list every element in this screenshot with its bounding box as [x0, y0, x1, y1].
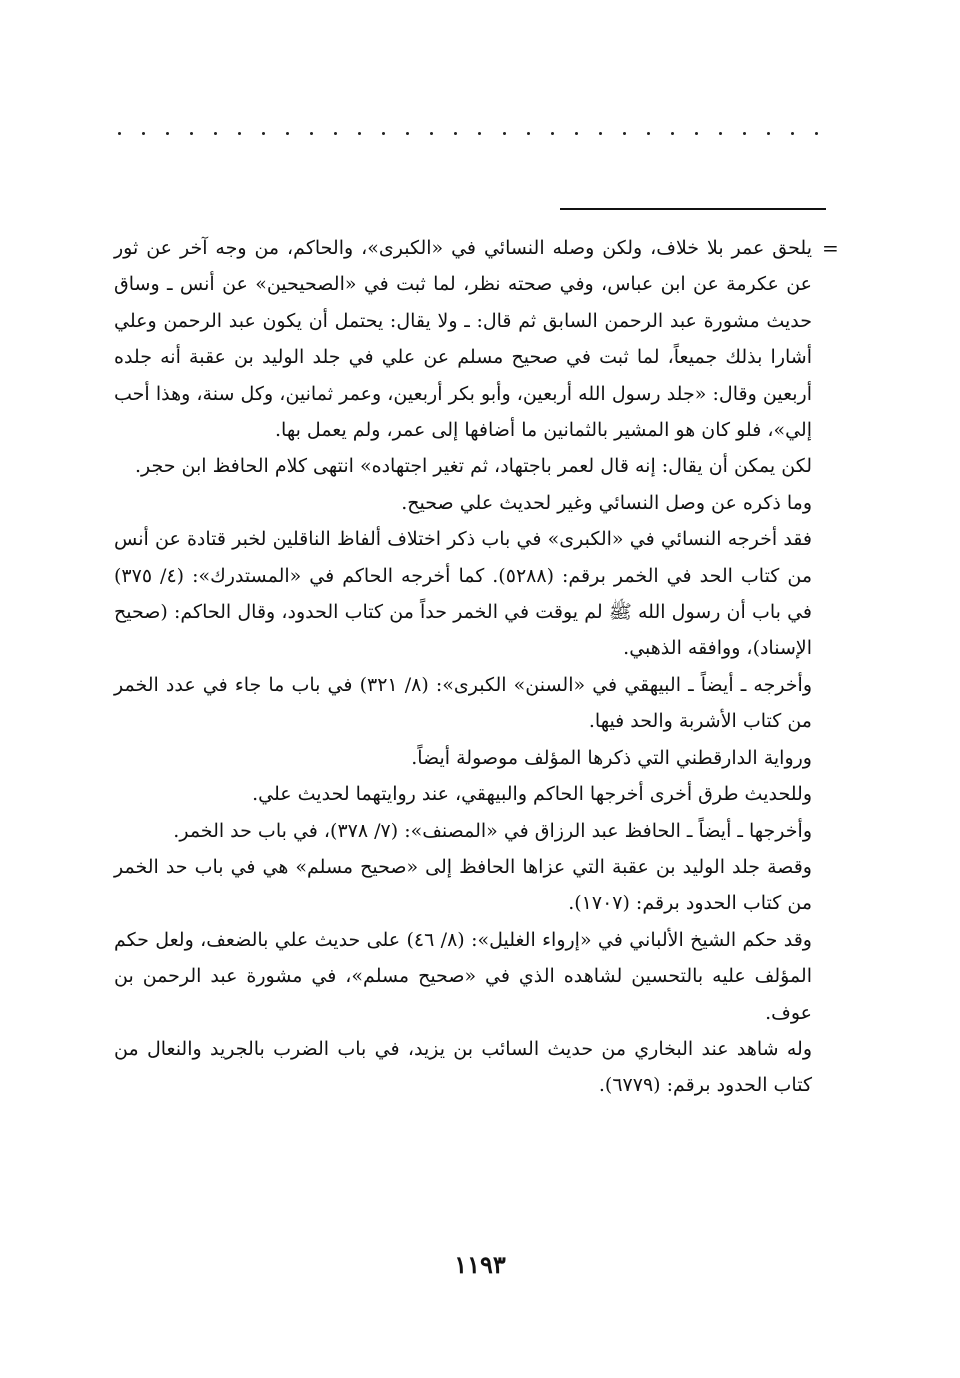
footnote-paragraph: فقد أخرجه النسائي في «الكبرى» في باب ذكر اختلاف ألفاظ الناقلين لخبر قتادة عن أنس من كتاب الحد في الخمر برقم: (٥٢٨٨). كما أخرجه الحاكم في «المستدرك»: (٤/ ٣٧٥) في باب أن رسول الله ﷺ لم يوقت في الخمر حداً من كتاب الحدود، وقال الحاكم: (صحيح الإسناد)، ووافقه الذهبي.	[114, 528, 812, 660]
footnote-paragraph: وقد حكم الشيخ الألباني في «إرواء الغليل»: (٨/ ٤٦) على حديث علي بالضعف، ولعل حكم المؤلف عليه بالتحسين لشاهده الذي في «صحيح مسلم»، في مشورة عبد الرحمن بن عوف.	[114, 928, 812, 1024]
footnote-paragraph: وللحديث طرق أخرى أخرجها الحاكم والبيهقي، عند روايتهما لحديث علي.	[252, 783, 812, 806]
page-number: ١١٩٣	[454, 1250, 506, 1279]
footnote-separator-line	[560, 208, 826, 210]
footnote-paragraph: يلحق عمر بلا خلاف، ولكن وصله النسائي في «الكبرى»، والحاكم، من وجه آخر عن ثور عن عكرمة عن ابن عباس، وفي صحته نظر، لما ثبت في «الصحيحين» عن أنس ـ وساق حديث مشورة عبد الرحمن السابق ثم قال: ـ ولا يقال: يحتمل أن يكون عبد الرحمن وعلي أشارا بذلك جميعاً، لما ثبت في صحيح مسلم عن علي في جلد الوليد بن عقبة أنه جلده أربعين وقال: «جلد رسول الله أربعين، وأبو بكر أربعين، وعمر ثمانين، وكل سنة، وهذا أحب إلي»، فلو كان هو المشير بالثمانين ما أضافها إلى عمر، ولم يعمل بها.	[114, 237, 812, 442]
footnote-paragraph: وما ذكره عن وصل النسائي وغير لحديث علي صحيح.	[401, 491, 812, 514]
footnote-paragraph: وأخرجها ـ أيضاً ـ الحافظ عبد الرزاق في «المصنف»: (٧/ ٣٧٨)، في باب حد الخمر.	[173, 819, 812, 842]
footnote-paragraph: لكن يمكن أن يقال: إنه قال لعمر باجتهاد، ثم تغير اجتهاده» انتهى كلام الحافظ ابن حجر.	[134, 455, 812, 478]
footnote-paragraph: ورواية الدارقطني التي ذكرها المؤلف موصولة أيضاً.	[411, 746, 812, 769]
footnote-text-block	[114, 230, 812, 1104]
footnote-continuation-mark: =	[822, 236, 839, 260]
footnote-paragraph: وأخرجه ـ أيضاً ـ البيهقي في «السنن» الكبرى»: (٨/ ٣٢١) في باب ما جاء في عدد الخمر من كتاب الأشربة والحد فيها.	[114, 673, 812, 733]
footnote-paragraph: وله شاهد عند البخاري من حديث السائب بن يزيد، في باب الضرب بالجريد والنعال من كتاب الحدود برقم: (٦٧٧٩).	[114, 1037, 812, 1097]
header-dotted-separator	[118, 132, 818, 135]
footnote-paragraph: وقصة جلد الوليد بن عقبة التي عزاها الحافظ إلى «صحيح مسلم» هي في باب حد الخمر من كتاب الحدود برقم: (١٧٠٧).	[114, 855, 812, 915]
